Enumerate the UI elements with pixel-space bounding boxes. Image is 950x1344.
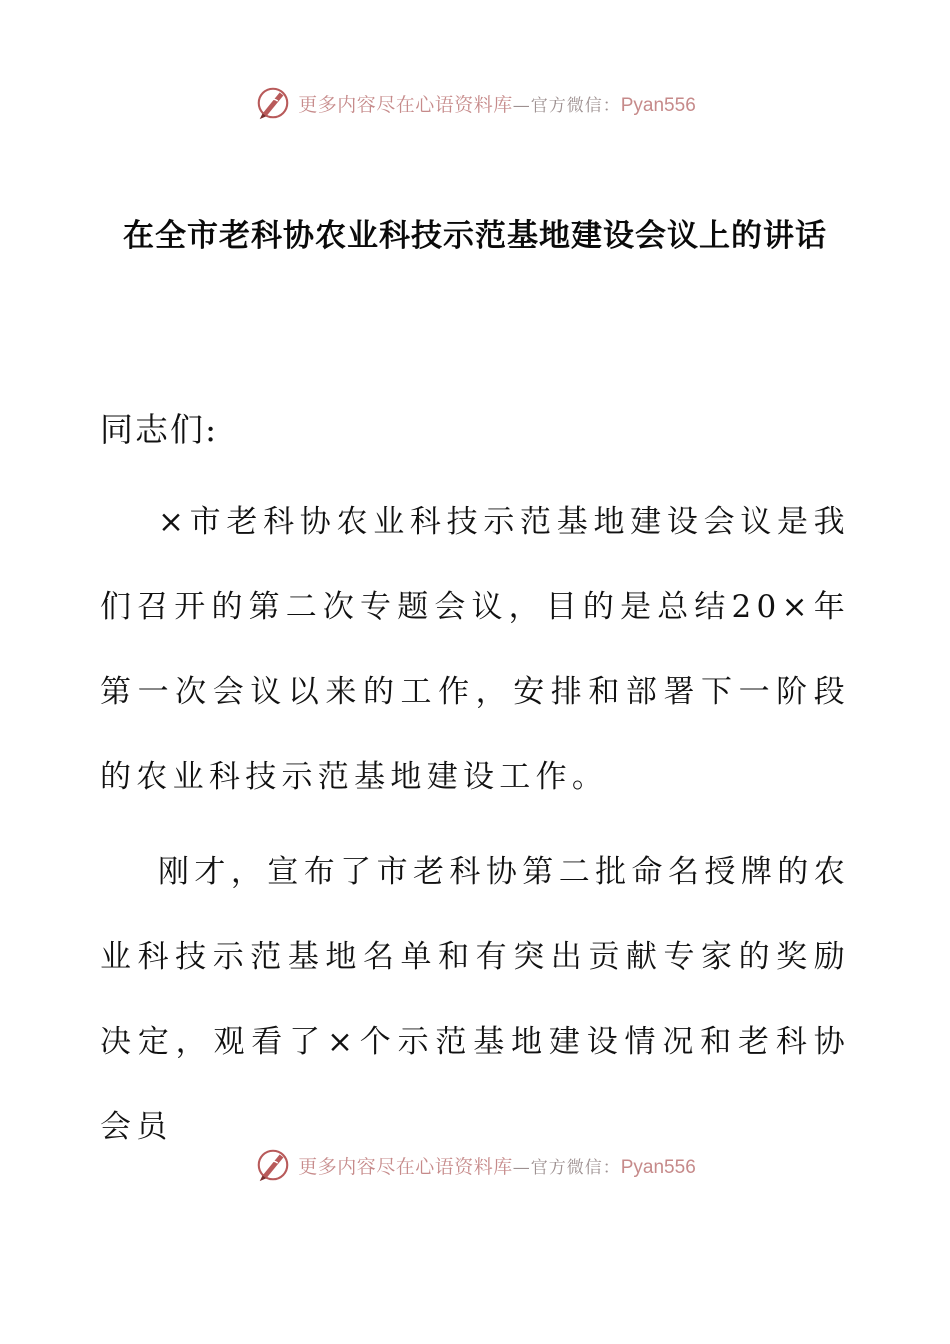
body-paragraph-1: ×市老科协农业科技示范基地建设会议是我们召开的第二次专题会议，目的是总结20×年第一次会议以来的工作，安排和部署下一阶段的农业科技示范基地建设工作。	[100, 504, 850, 795]
watermark-wechat-id: Pyan556	[620, 94, 696, 116]
watermark-text	[298, 1152, 696, 1179]
watermark-main-text: 更多内容尽在心语资料库	[298, 1155, 513, 1178]
watermark-sub-text: —官方微信：	[512, 1157, 621, 1178]
watermark-sub-text: —官方微信：	[512, 95, 621, 116]
watermark-text	[298, 90, 696, 117]
watermark-wechat-id: Pyan556	[620, 1156, 696, 1178]
pen-logo-icon	[254, 1146, 292, 1184]
body-paragraph-2: 刚才，宣布了市老科协第二批命名授牌的农业科技示范基地名单和有突出贡献专家的奖励决定，观看了×个示范基地建设情况和老科协会员	[100, 854, 850, 1145]
footer-watermark	[0, 1140, 950, 1190]
header-watermark	[0, 78, 950, 128]
document-title: 在全市老科协农业科技示范基地建设会议上的讲话	[123, 218, 827, 254]
pen-logo-icon	[254, 84, 292, 122]
salutation: 同志们:	[100, 410, 219, 449]
watermark-main-text: 更多内容尽在心语资料库	[298, 93, 513, 116]
